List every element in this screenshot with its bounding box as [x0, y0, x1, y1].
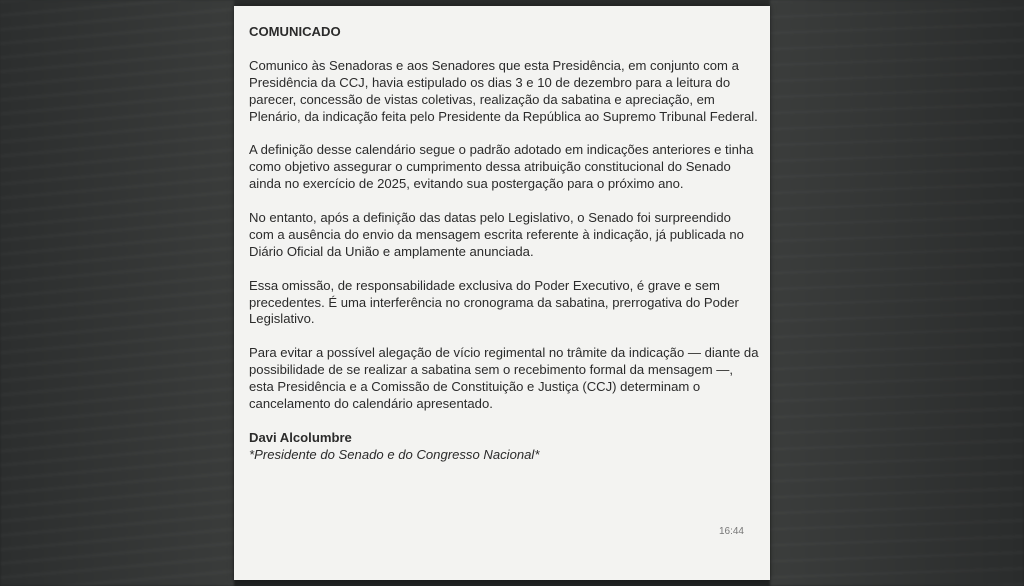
message-paragraph: Para evitar a possível alegação de vício regimental no trâmite da indicação — diante da possibilidade de se realizar a sabatina sem o recebimento formal da mensagem —, esta Presidência e a Comissão de Constituição e Justiça (CCJ) determinam o cancelamento do calendário apresentado.: [249, 345, 759, 411]
blurred-background-left: [0, 0, 234, 586]
message-paragraph: A definição desse calendário segue o padrão adotado em indicações anteriores e tinha como objetivo assegurar o cumprimento dessa atribuição constitucional do Senado ainda no exercício de 2025, evitando sua postergação para o próximo ano.: [249, 142, 754, 192]
message-paragraph: No entanto, após a definição das datas pelo Legislativo, o Senado foi surpreendido com a ausência do envio da mensagem escrita referente à indicação, já publicada no Diário Oficial da União e amplamente anunciada.: [249, 210, 744, 259]
message-timestamp: 16:44: [718, 526, 744, 537]
message-paragraph: Comunico às Senadoras e aos Senadores que esta Presidência, em conjunto com a Presidência da CCJ, havia estipulado os dias 3 e 10 de dezembro para a leitura do parecer, concessão de vistas coletivas, realização da sabatina e apreciação, em Plenário, da indicação feita pelo Presidente da República ao Supremo Tribunal Federal.: [249, 57, 758, 124]
broadcaster-logo-icon: [838, 30, 948, 56]
blurred-background-right: [770, 0, 1024, 586]
chat-message-bubble: [234, 6, 770, 580]
signature-title: *Presidente do Senado e do Congresso Nacional*: [249, 446, 540, 462]
signature-name: Davi Alcolumbre: [249, 429, 352, 445]
message-body: [249, 24, 759, 464]
message-paragraph: Essa omissão, de responsabilidade exclusiva do Poder Executivo, é grave e sem precedentes. É uma interferência no cronograma da sabatina, prerrogativa do Poder Legislativo.: [249, 277, 739, 327]
message-heading: COMUNICADO: [249, 24, 341, 39]
